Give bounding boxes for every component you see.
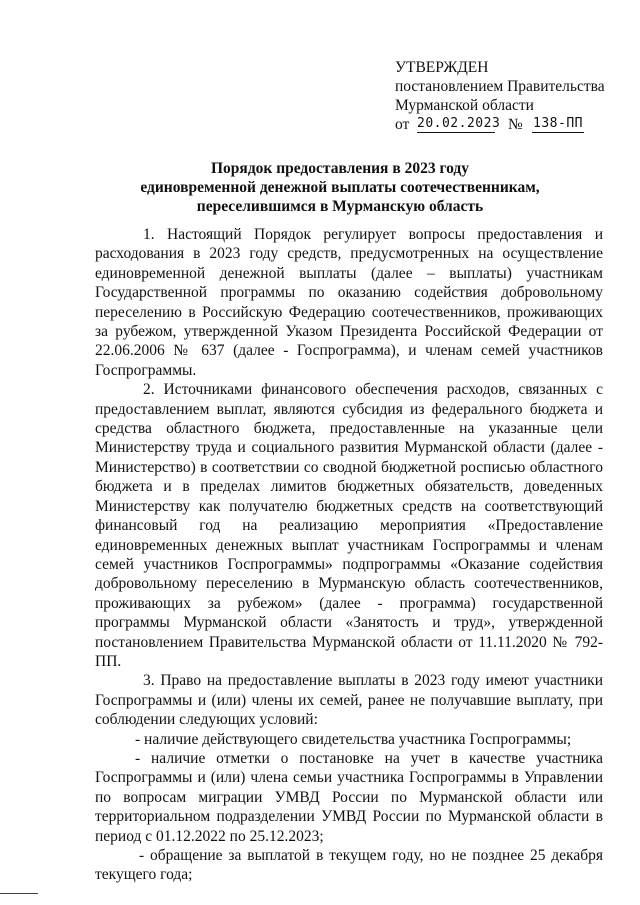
- approval-stamp: [395, 58, 605, 135]
- date-prefix: от: [395, 116, 410, 133]
- approval-by-resolution: постановлением Правительства: [395, 78, 605, 95]
- title-line-3: переселившимся в Мурманскую область: [196, 198, 484, 215]
- resolution-date: 20.02.2023: [417, 116, 501, 131]
- title-line-2: единовременной денежной выплаты соотечественникам,: [140, 179, 540, 196]
- approval-date-line: [395, 115, 605, 135]
- title-line-1: Порядок предоставления в 2023 году: [211, 160, 469, 177]
- document-body: [95, 225, 603, 885]
- condition-item-1: - наличие действующего свидетельства участника Госпрограммы;: [135, 730, 572, 748]
- condition-item-2: - наличие отметки о постановке на учет в качестве участника Госпрограммы и (или) члена семьи участника Госпрограммы в Управлении по вопросам миграции УМВД России по Мурманской области или территориальном подразделении УМВД России по Мурманской области в период с 01.12.2022 по 25.12.2023;: [95, 749, 603, 845]
- approval-heading: УТВЕРЖДЕН: [395, 59, 489, 76]
- approval-region: Мурманской области: [395, 97, 534, 114]
- paragraph-3: 3. Право на предоставление выплаты в 2023 году имеют участники Госпрограммы и (или) члены их семей, ранее не получавшие выплату, при соблюдении следующих условий:: [95, 672, 603, 729]
- number-prefix: №: [508, 116, 523, 133]
- paragraph-2: 2. Источниками финансового обеспечения расходов, связанных с предоставлением выплат, являются субсидия из федерального бюджета и средства областного бюджета, предоставленные на указанные цели Министерству труда и социального развития Мурманской области (далее - Министерство) в соответствии со сводной бюджетной росписью областного бюджета и в пределах лимитов бюджетных обязательств, доведенных Министерству как получателю бюджетных средств на соответствующий финансовый год на реализацию мероприятия «Предоставление единовременных денежных выплат участникам Госпрограммы и членам семей участников Госпрограммы» подпрограммы «Оказание содействия добровольному переселению в Мурманскую область соотечественников, проживающих за рубежом» (далее - программа) государственной программы Мурманской области «Занятость и труд», утвержденной постановлением Правительства Мурманской области от 11.11.2020 № 792-ПП.: [95, 381, 603, 670]
- resolution-number: 138-ПП: [533, 116, 583, 131]
- paragraph-1: 1. Настоящий Порядок регулирует вопросы предоставления и расходования в 2023 году средств, предусмотренных на осуществление единовременной денежной выплаты (далее – выплаты) участникам Государственной программы по оказанию содействия добровольному переселению в Российскую Федерацию соотечественников, проживающих за рубежом, утвержденной Указом Президента Российской Федерации от 22.06.2006 № 637 (далее - Госпрограмма), и членам семей участников Госпрограммы.: [95, 226, 603, 379]
- condition-item-3: - обращение за выплатой в текущем году, но не позднее 25 декабря текущего года;: [95, 847, 603, 884]
- scan-edge-mark: [0, 893, 38, 894]
- document-title: [95, 159, 585, 216]
